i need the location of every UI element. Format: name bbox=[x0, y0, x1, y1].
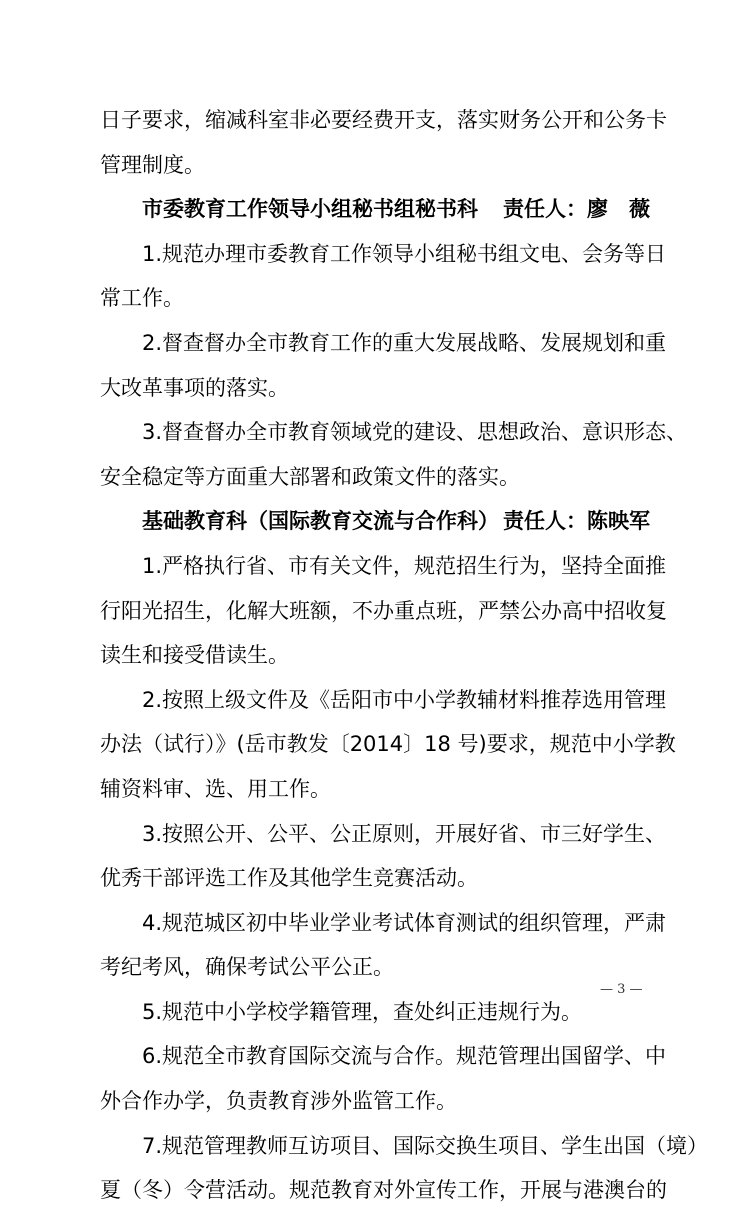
list-item-line: 1.严格执行省、市有关文件，规范招生行为，坚持全面推 bbox=[142, 553, 667, 578]
list-item-line: 大改革事项的落实。 bbox=[100, 375, 289, 400]
responsible-person: 责任人：陈映军 bbox=[503, 509, 650, 534]
body-line: 日子要求，缩减科室非必要经费开支，落实财务公开和公务卡 bbox=[100, 108, 667, 132]
body-line: 管理制度。 bbox=[100, 152, 205, 177]
list-item-line: 优秀干部评选工作及其他学生竞赛活动。 bbox=[100, 866, 478, 891]
list-item-line: 4.规范城区初中毕业学业考试体育测试的组织管理，严肃 bbox=[142, 910, 667, 935]
list-item-line: 考纪考风，确保考试公平公正。 bbox=[100, 955, 394, 980]
list-item-line: 7.规范管理教师互访项目、国际交换生项目、学生出国（境） bbox=[142, 1133, 709, 1158]
list-item-line: 行阳光招生，化解大班额，不办重点班，严禁公办高中招收复 bbox=[100, 598, 667, 623]
responsible-person: 责任人：廖 薇 bbox=[503, 197, 650, 222]
section-title: 基础教育科（国际教育交流与合作科） bbox=[142, 509, 499, 534]
list-item-line: 6.规范全市教育国际交流与合作。规范管理出国留学、中 bbox=[142, 1044, 667, 1069]
page-number: — 3 — bbox=[600, 982, 643, 997]
list-item-line: 办法（试行）》(岳市教发〔2014〕18 号)要求，规范中小学教 bbox=[100, 732, 676, 757]
list-item-line: 夏（冬）令营活动。规范教育对外宣传工作，开展与港澳台的 bbox=[100, 1178, 667, 1203]
list-item-line: 2.按照上级文件及《岳阳市中小学教辅材料推荐选用管理 bbox=[142, 687, 667, 712]
section-heading bbox=[100, 499, 650, 544]
list-item-line: 1.规范办理市委教育工作领导小组秘书组文电、会务等日 bbox=[142, 241, 667, 266]
list-item-line: 读生和接受借读生。 bbox=[100, 643, 289, 668]
list-item-line: 2.督查督办全市教育工作的重大发展战略、发展规划和重 bbox=[142, 330, 667, 355]
list-item-line: 3.督查督办全市教育领域党的建设、思想政治、意识形态、 bbox=[142, 420, 688, 445]
list-item-line: 3.按照公开、公平、公正原则，开展好省、市三好学生、 bbox=[142, 821, 667, 846]
section-heading bbox=[100, 187, 650, 232]
list-item-line: 辅资料审、选、用工作。 bbox=[100, 776, 331, 801]
list-item-line: 常工作。 bbox=[100, 286, 184, 311]
list-item-line: 5.规范中小学校学籍管理，查处纠正违规行为。 bbox=[142, 999, 583, 1024]
section-title: 市委教育工作领导小组秘书组秘书科 bbox=[142, 197, 478, 222]
document-body bbox=[100, 98, 709, 1213]
list-item-line: 安全稳定等方面重大部署和政策文件的落实。 bbox=[100, 464, 520, 489]
list-item-line: 外合作办学，负责教育涉外监管工作。 bbox=[100, 1089, 457, 1114]
